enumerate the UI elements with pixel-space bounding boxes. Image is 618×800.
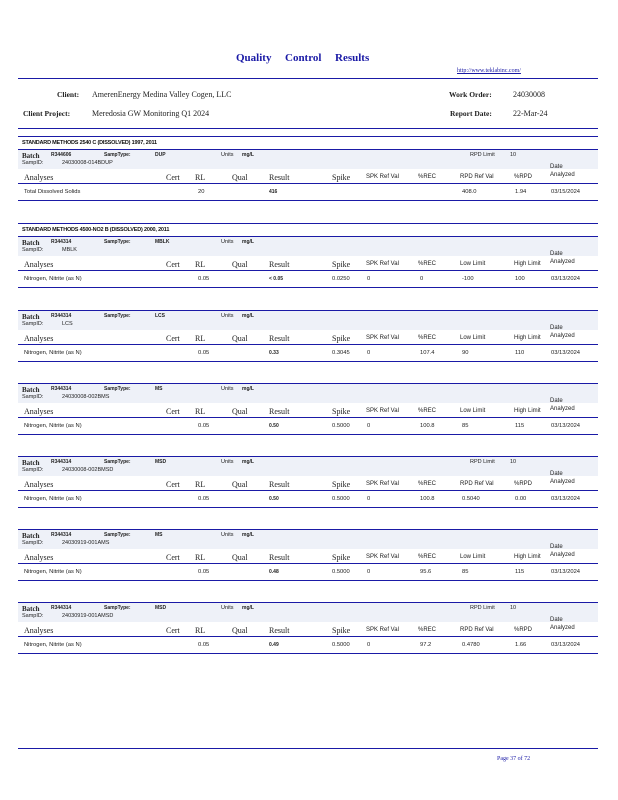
batch-label: Batch: [22, 313, 40, 321]
col-cert: Cert: [166, 407, 180, 416]
row-result: 0.33: [269, 350, 279, 356]
col-header-rule: [18, 636, 598, 637]
row-col-a: 0.5040: [462, 496, 480, 502]
col-result: Result: [269, 173, 290, 182]
report-date-value: 22-Mar-24: [513, 109, 548, 118]
col-rl: RL: [195, 407, 206, 416]
col-date-analyzed: Date Analyzed: [550, 251, 575, 265]
page-number: Page 37 of 72: [497, 756, 531, 762]
row-bottom-rule: [18, 580, 598, 581]
row-date: 03/13/2024: [551, 496, 581, 502]
rpd-limit-value: 10: [510, 459, 517, 465]
col-header-rule: [18, 563, 598, 564]
row-col-a: 85: [462, 569, 469, 575]
row-analyte: Nitrogen, Nitrite (as N): [24, 642, 82, 648]
row-bottom-rule: [18, 653, 598, 654]
row-rec: 107.4: [420, 350, 435, 356]
title-word-control: Control: [285, 52, 322, 64]
rpd-limit-label: RPD Limit: [470, 152, 495, 158]
col-header-rule: [18, 490, 598, 491]
batch-top-rule: [18, 310, 598, 311]
row-rl: 0.05: [198, 642, 210, 648]
samp-id-label: SampID:: [22, 247, 44, 253]
row-analyte: Nitrogen, Nitrite (as N): [24, 350, 82, 356]
units-value: mg/L: [242, 239, 254, 245]
row-col-b: 115: [515, 569, 525, 575]
units-value: mg/L: [242, 459, 254, 465]
units-label: Units: [221, 532, 234, 538]
row-rec: 97.2: [420, 642, 432, 648]
rpd-limit-label: RPD Limit: [470, 605, 495, 611]
batch-label: Batch: [22, 532, 40, 540]
row-rec: 100.8: [420, 423, 435, 429]
batch-top-rule: [18, 602, 598, 603]
col-header-rule: [18, 183, 598, 184]
col-date-analyzed: Date Analyzed: [550, 471, 575, 485]
col-result: Result: [269, 553, 290, 562]
batch-top-rule: [18, 236, 598, 237]
col-date-analyzed: Date Analyzed: [550, 398, 575, 412]
col-rec: %REC: [418, 481, 437, 487]
col-analyses: Analyses: [24, 553, 54, 562]
col-spk-ref-val: SPK Ref Val: [366, 554, 399, 560]
units-label: Units: [221, 459, 234, 465]
col-spike: Spike: [332, 553, 351, 562]
units-value: mg/L: [242, 313, 254, 319]
col-cert: Cert: [166, 173, 180, 182]
samp-type-label: SampType:: [104, 313, 131, 319]
samp-id-value: 24030008-002BMS: [62, 394, 110, 400]
row-spike: 0.5000: [332, 423, 350, 429]
samp-id-label: SampID:: [22, 540, 44, 546]
row-spk-ref-val: 0: [367, 642, 371, 648]
col-date-analyzed: Date Analyzed: [550, 164, 575, 178]
col-spk-ref-val: SPK Ref Val: [366, 335, 399, 341]
row-rl: 0.05: [198, 350, 210, 356]
client-value: AmerenEnergy Medina Valley Cogen, LLC: [92, 90, 232, 99]
footer-rule: [18, 748, 598, 749]
col-limit-a: Low Limit: [460, 408, 486, 414]
method-title-2: STANDARD METHODS 4500-NO2 B (DISSOLVED) 2000, 2011: [22, 227, 170, 233]
samp-id-label: SampID:: [22, 321, 44, 327]
row-col-b: 100: [515, 276, 525, 282]
row-rec: 95.6: [420, 569, 432, 575]
col-spk-ref-val: SPK Ref Val: [366, 627, 399, 633]
row-date: 03/15/2024: [551, 189, 581, 195]
samp-type-value: MSD: [155, 459, 167, 465]
row-spike: 0.0250: [332, 276, 350, 282]
row-rl: 20: [198, 189, 205, 195]
units-label: Units: [221, 152, 234, 158]
samp-type-value: MS: [155, 532, 163, 538]
col-limit-b: High Limit: [514, 335, 541, 341]
row-spk-ref-val: 0: [367, 569, 371, 575]
batch-label: Batch: [22, 386, 40, 394]
col-limit-b: High Limit: [514, 554, 541, 560]
row-result: 0.49: [269, 642, 279, 648]
row-bottom-rule: [18, 434, 598, 435]
row-col-b: 115: [515, 423, 525, 429]
col-spk-ref-val: SPK Ref Val: [366, 261, 399, 267]
col-cert: Cert: [166, 626, 180, 635]
col-rl: RL: [195, 334, 206, 343]
row-bottom-rule: [18, 507, 598, 508]
samp-type-label: SampType:: [104, 152, 131, 158]
client-project-label: Client Project:: [23, 109, 71, 118]
col-limit-a: RPD Ref Val: [460, 627, 494, 633]
row-date: 03/13/2024: [551, 569, 581, 575]
website-link[interactable]: http://www.teklabinc.com/: [457, 68, 521, 74]
col-limit-a: Low Limit: [460, 335, 486, 341]
col-qual: Qual: [232, 626, 248, 635]
col-header-rule: [18, 344, 598, 345]
row-spike: 0.5000: [332, 569, 350, 575]
col-rl: RL: [195, 626, 206, 635]
col-spk-ref-val: SPK Ref Val: [366, 174, 399, 180]
title-word-quality: Quality: [236, 52, 272, 64]
samp-type-label: SampType:: [104, 239, 131, 245]
method-title-1: STANDARD METHODS 2540 C (DISSOLVED) 1997, 2011: [22, 140, 157, 146]
row-bottom-rule: [18, 361, 598, 362]
col-limit-a: RPD Ref Val: [460, 174, 494, 180]
col-header-rule: [18, 417, 598, 418]
row-col-b: 1.66: [515, 642, 527, 648]
col-spike: Spike: [332, 480, 351, 489]
rpd-limit-value: 10: [510, 152, 517, 158]
col-rl: RL: [195, 260, 206, 269]
batch-label: Batch: [22, 239, 40, 247]
col-qual: Qual: [232, 334, 248, 343]
title-word-results: Results: [335, 52, 370, 64]
col-qual: Qual: [232, 407, 248, 416]
row-col-b: 0.00: [515, 496, 527, 502]
samp-id-label: SampID:: [22, 613, 44, 619]
method-rule-2: [18, 223, 598, 224]
batch-top-rule: [18, 456, 598, 457]
row-result: 0.50: [269, 496, 279, 502]
samp-id-label: SampID:: [22, 467, 44, 473]
row-spike: 0.3045: [332, 350, 350, 356]
row-rl: 0.05: [198, 423, 210, 429]
batch-id: R344314: [51, 532, 72, 538]
row-rl: 0.05: [198, 276, 210, 282]
col-cert: Cert: [166, 334, 180, 343]
col-analyses: Analyses: [24, 480, 54, 489]
row-analyte: Nitrogen, Nitrite (as N): [24, 423, 82, 429]
col-analyses: Analyses: [24, 173, 54, 182]
samp-type-value: MSD: [155, 605, 167, 611]
col-cert: Cert: [166, 480, 180, 489]
rpd-limit-label: RPD Limit: [470, 459, 495, 465]
col-limit-a: Low Limit: [460, 261, 486, 267]
col-spike: Spike: [332, 260, 351, 269]
batch-label: Batch: [22, 152, 40, 160]
col-cert: Cert: [166, 260, 180, 269]
samp-id-value: 24030919-001AMS: [62, 540, 110, 546]
samp-type-label: SampType:: [104, 605, 131, 611]
col-analyses: Analyses: [24, 260, 54, 269]
header-rule-top: [18, 78, 598, 79]
col-limit-b: High Limit: [514, 408, 541, 414]
col-rec: %REC: [418, 408, 437, 414]
row-rec: 0: [420, 276, 424, 282]
batch-top-rule: [18, 383, 598, 384]
rpd-limit-value: 10: [510, 605, 517, 611]
col-spike: Spike: [332, 407, 351, 416]
work-order-label: Work Order:: [449, 90, 492, 99]
row-rl: 0.05: [198, 569, 210, 575]
batch-id: R344314: [51, 313, 72, 319]
units-value: mg/L: [242, 386, 254, 392]
col-limit-a: RPD Ref Val: [460, 481, 494, 487]
row-col-a: 0.4780: [462, 642, 480, 648]
samp-id-value: LCS: [62, 321, 73, 327]
row-result: < 0.05: [269, 276, 284, 282]
col-date-analyzed: Date Analyzed: [550, 325, 575, 339]
row-date: 03/13/2024: [551, 350, 581, 356]
col-limit-b: %RPD: [514, 174, 533, 180]
row-result: 416: [269, 189, 278, 195]
col-spk-ref-val: SPK Ref Val: [366, 408, 399, 414]
col-rl: RL: [195, 480, 206, 489]
row-bottom-rule: [18, 287, 598, 288]
samp-type-label: SampType:: [104, 532, 131, 538]
row-date: 03/13/2024: [551, 276, 581, 282]
units-value: mg/L: [242, 532, 254, 538]
col-analyses: Analyses: [24, 407, 54, 416]
method-rule-1: [18, 136, 598, 137]
units-label: Units: [221, 313, 234, 319]
units-label: Units: [221, 239, 234, 245]
row-col-a: -100: [462, 276, 474, 282]
row-spk-ref-val: 0: [367, 423, 371, 429]
units-label: Units: [221, 386, 234, 392]
row-result: 0.48: [269, 569, 279, 575]
col-limit-b: %RPD: [514, 481, 533, 487]
row-col-a: 85: [462, 423, 469, 429]
row-date: 03/13/2024: [551, 642, 581, 648]
col-limit-b: High Limit: [514, 261, 541, 267]
batch-id: R344606: [51, 152, 72, 158]
col-date-analyzed: Date Analyzed: [550, 617, 575, 631]
row-analyte: Nitrogen, Nitrite (as N): [24, 496, 82, 502]
col-analyses: Analyses: [24, 626, 54, 635]
col-result: Result: [269, 626, 290, 635]
samp-id-value: 24030008-014BDUP: [62, 160, 113, 166]
row-analyte: Nitrogen, Nitrite (as N): [24, 569, 82, 575]
batch-top-rule: [18, 529, 598, 530]
row-col-b: 110: [515, 350, 525, 356]
row-bottom-rule: [18, 200, 598, 201]
samp-id-value: 24030919-001AMSD: [62, 613, 114, 619]
samp-type-value: MBLK: [155, 239, 170, 245]
col-qual: Qual: [232, 173, 248, 182]
col-limit-b: %RPD: [514, 627, 533, 633]
units-value: mg/L: [242, 152, 254, 158]
col-result: Result: [269, 260, 290, 269]
col-rl: RL: [195, 553, 206, 562]
samp-type-label: SampType:: [104, 459, 131, 465]
batch-top-rule: [18, 149, 598, 150]
col-qual: Qual: [232, 480, 248, 489]
samp-id-label: SampID:: [22, 394, 44, 400]
col-spk-ref-val: SPK Ref Val: [366, 481, 399, 487]
row-rl: 0.05: [198, 496, 210, 502]
batch-id: R344314: [51, 386, 72, 392]
samp-id-value: 24030008-002BMSD: [62, 467, 114, 473]
samp-type-value: DUP: [155, 152, 166, 158]
col-date-analyzed: Date Analyzed: [550, 544, 575, 558]
col-header-rule: [18, 270, 598, 271]
row-rec: 100.8: [420, 496, 435, 502]
batch-label: Batch: [22, 459, 40, 467]
row-date: 03/13/2024: [551, 423, 581, 429]
report-date-label: Report Date:: [450, 109, 492, 118]
batch-id: R344314: [51, 239, 72, 245]
row-spike: 0.5000: [332, 642, 350, 648]
batch-id: R344314: [51, 605, 72, 611]
client-label: Client:: [57, 90, 80, 99]
col-result: Result: [269, 334, 290, 343]
samp-id-label: SampID:: [22, 160, 44, 166]
col-rec: %REC: [418, 335, 437, 341]
col-rec: %REC: [418, 261, 437, 267]
row-spk-ref-val: 0: [367, 276, 371, 282]
work-order-value: 24030008: [513, 90, 545, 99]
row-col-a: 408.0: [462, 189, 477, 195]
batch-id: R344314: [51, 459, 72, 465]
col-limit-a: Low Limit: [460, 554, 486, 560]
samp-type-label: SampType:: [104, 386, 131, 392]
col-rec: %REC: [418, 174, 437, 180]
col-rl: RL: [195, 173, 206, 182]
row-col-a: 90: [462, 350, 469, 356]
col-spike: Spike: [332, 334, 351, 343]
col-rec: %REC: [418, 627, 437, 633]
row-col-b: 1.94: [515, 189, 527, 195]
col-qual: Qual: [232, 260, 248, 269]
samp-type-value: MS: [155, 386, 163, 392]
client-project-value: Meredosia GW Monitoring Q1 2024: [92, 109, 210, 118]
batch-label: Batch: [22, 605, 40, 613]
row-spk-ref-val: 0: [367, 350, 371, 356]
units-label: Units: [221, 605, 234, 611]
col-result: Result: [269, 407, 290, 416]
row-result: 0.50: [269, 423, 279, 429]
col-spike: Spike: [332, 626, 351, 635]
col-analyses: Analyses: [24, 334, 54, 343]
units-value: mg/L: [242, 605, 254, 611]
col-spike: Spike: [332, 173, 351, 182]
row-analyte: Nitrogen, Nitrite (as N): [24, 276, 82, 282]
samp-id-value: MBLK: [62, 247, 77, 253]
header-rule-bottom: [18, 128, 598, 129]
col-rec: %REC: [418, 554, 437, 560]
col-cert: Cert: [166, 553, 180, 562]
col-result: Result: [269, 480, 290, 489]
samp-type-value: LCS: [155, 313, 165, 319]
row-analyte: Total Dissolved Solids: [24, 189, 81, 195]
row-spk-ref-val: 0: [367, 496, 371, 502]
col-qual: Qual: [232, 553, 248, 562]
row-spike: 0.5000: [332, 496, 350, 502]
